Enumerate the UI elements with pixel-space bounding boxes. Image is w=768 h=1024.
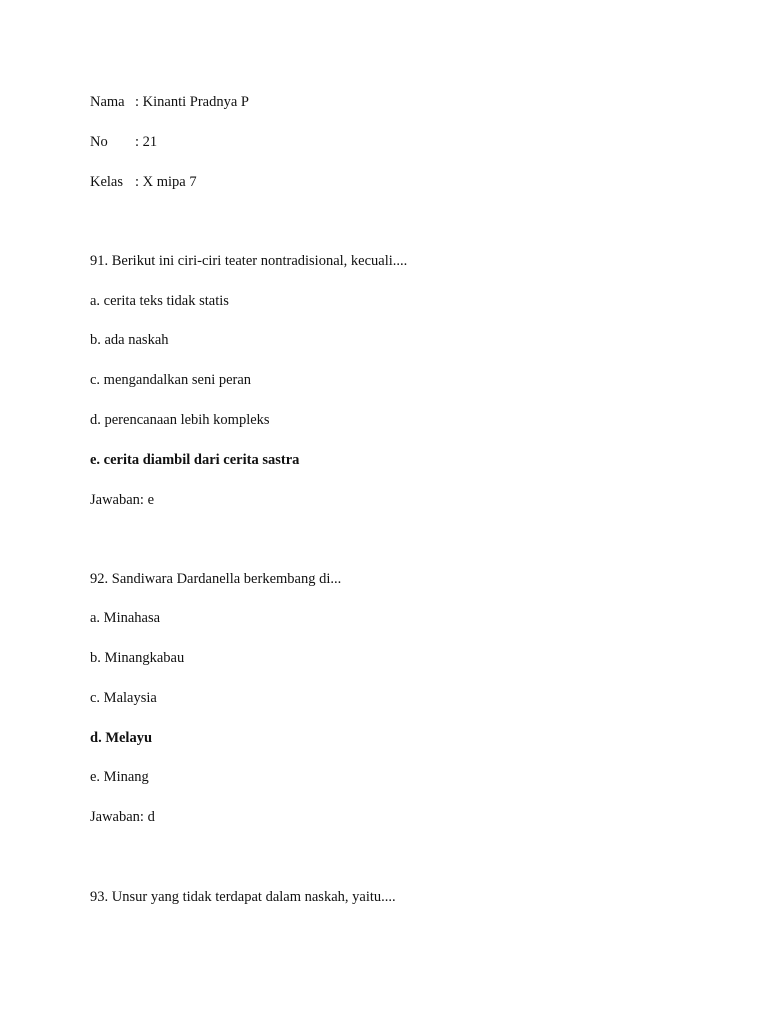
answer-92: Jawaban: d [90,809,155,825]
option-92-d-correct: d. Melayu [90,730,153,746]
student-class-row [90,173,197,191]
class-value: : X mipa 7 [135,174,197,190]
option-91-e-correct: e. cerita diambil dari cerita sastra [90,452,300,468]
option-91-d: d. perencanaan lebih kompleks [90,412,270,428]
question-93: 93. Unsur yang tidak terdapat dalam naskah, yaitu.... [90,889,396,905]
name-label: Nama [90,94,125,110]
option-92-e: e. Minang [90,769,149,785]
option-91-b: b. ada naskah [90,332,169,348]
option-91-a: a. cerita teks tidak statis [90,293,229,309]
name-value: : Kinanti Pradnya P [135,94,249,110]
answer-91: Jawaban: e [90,492,155,508]
student-name-row [90,93,249,111]
option-92-b: b. Minangkabau [90,650,185,666]
number-label: No [90,134,108,150]
question-91: 91. Berikut ini ciri-ciri teater nontradisional, kecuali.... [90,253,408,269]
option-92-c: c. Malaysia [90,690,157,706]
option-92-a: a. Minahasa [90,610,161,626]
question-92: 92. Sandiwara Dardanella berkembang di... [90,571,342,587]
student-number-row [90,133,157,151]
document-page [90,0,730,1024]
class-label: Kelas [90,174,124,190]
option-91-c: c. mengandalkan seni peran [90,372,252,388]
number-value: : 21 [135,134,158,150]
